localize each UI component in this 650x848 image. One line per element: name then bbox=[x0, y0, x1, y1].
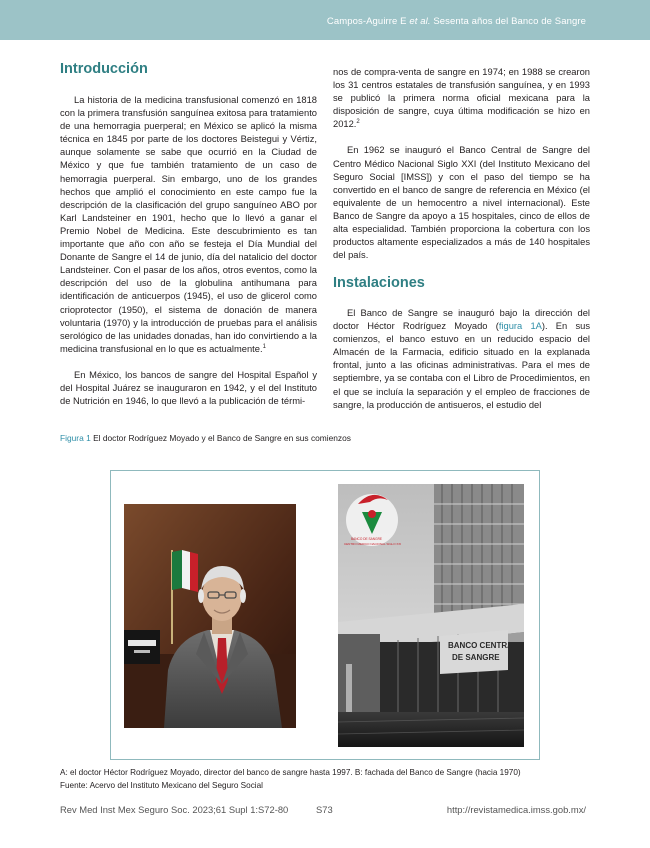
figure-caption bbox=[60, 433, 351, 443]
instalaciones-paragraph-1 bbox=[333, 307, 590, 412]
footer-page-number: S73 bbox=[316, 804, 333, 815]
figure-caption-text: El doctor Rodríguez Moyado y el Banco de Sangre en sus comienzos bbox=[93, 433, 351, 443]
logo-text-2: CENTRO MEDICO NACIONAL SIGLO XXI bbox=[344, 542, 402, 546]
header-authors: Campos-Aguirre E bbox=[326, 16, 407, 27]
ref-sup-1: 1 bbox=[262, 343, 266, 350]
ref-sup-2: 2 bbox=[356, 119, 360, 126]
logo-text-1: BANCO DE SANGRE bbox=[351, 537, 382, 541]
header-etal: et al. bbox=[409, 16, 431, 27]
figure-1a-link[interactable]: figura 1A bbox=[498, 321, 542, 332]
inst-text-a: El Banco de Sangre se inauguró bajo la dirección del doctor Héctor Rodríguez Moyado ( bbox=[333, 308, 590, 332]
footer-url-link[interactable]: http://revistamedica.imss.gob.mx/ bbox=[446, 804, 586, 815]
intro-paragraph-1 bbox=[60, 94, 317, 356]
photo-building bbox=[338, 484, 524, 747]
figure-label: Figura 1 bbox=[60, 433, 91, 443]
intro-p3-text: nos de compra-venta de sangre en 1974; en 1988 se crearon los 31 centros estatales de transfusión sanguínea, y en 1993 se publicó la primera norma oficial mexicana para la disposición de sangre, cuya última modificación se hizo en 2012. bbox=[333, 67, 590, 130]
figure-note: A: el doctor Héctor Rodríguez Moyado, director del banco de sangre hasta 1997. B: fachada del Banco de Sangre (hacia 1970) bbox=[60, 768, 521, 777]
header-title: Sesenta años del Banco de Sangre bbox=[433, 16, 586, 27]
intro-paragraph-3 bbox=[333, 66, 590, 131]
building-sign-line-1: BANCO CENTRAL bbox=[448, 641, 518, 650]
instalaciones-title: Instalaciones bbox=[333, 275, 425, 291]
running-header bbox=[327, 16, 586, 27]
left-column bbox=[60, 94, 317, 408]
right-column bbox=[333, 66, 590, 262]
photo-doctor bbox=[124, 504, 296, 728]
intro-paragraph-4: En 1962 se inauguró el Banco Central de Sangre del Centro Médico Nacional Siglo XXI (del Instituto Mexicano del Seguro Social [IMSS]) y con el paso del tiempo se ha convertido en el banco de sangre de referencia en México (el equivalente de un hemocentro a nivel internacional). Este Banco de Sangre da apoyo a 15 hospitales, cinco de ellos de alta especialidad. También proporciona la cobertura con los productos altamente especializados a más de 140 hospitales del país. bbox=[333, 145, 590, 261]
instalaciones-column bbox=[333, 307, 590, 412]
figure-source: Fuente: Acervo del Instituto Mexicano del Seguro Social bbox=[60, 781, 263, 790]
intro-title: Introducción bbox=[60, 61, 148, 77]
building-sign-line-2: DE SANGRE bbox=[452, 653, 500, 662]
inst-text-b: ). En sus comienzos, el banco estuvo en un reducido espacio del Almacén de la Farmacia, edificio situado en la explanada frontal, junto a las oficinas administrativas. Para el mes de septiembre, ya se contaba con el Libro de Procedimientos, en el que se incluía la separación y el empleo de fracciones de sangre, la producción de antisueros, el estudio del bbox=[333, 321, 590, 410]
intro-p1-text: La historia de la medicina transfusional comenzó en 1818 con la primera transfusión sanguínea exitosa para tratamiento de una hemorragia puerperal; en México se aplicó la misma técnica en 1845 por parte de los doctores Beistegui y Vértiz, aunque solamente se sabe que ocurrió en la Ciudad de México y que fue también tratamiento de un caso de hemorragia puerperal. Sin embargo, uno de los grandes hechos que amplió el conocimiento en este campo fue la descripción de la clasificación del grupo sanguíneo ABO por Karl Landsteiner en 1901, hecho que lo llevó a ganar el Premio Nobel de Medicina. Este descubrimiento es tan importante que año con año se festeja el Día Mundial del Donante de Sangre el 14 de junio, día del natalicio del doctor Landsteiner. Con el pasar de los años, otros eventos, como la descripción del uso de la globulina antihumana para identificación de anticuerpos (1945), el uso de glicerol como crioprotector (1950), el sistema de donación de manera voluntaria (1970) y la introducción de pruebas para el análisis serológico de las unidades donadas, han ido convirtiendo a la medicina transfusional en lo que es actualmente. bbox=[60, 95, 317, 354]
footer-journal: Rev Med Inst Mex Seguro Soc. 2023;61 Supl 1:S72-80 bbox=[60, 804, 289, 815]
intro-paragraph-2: En México, los bancos de sangre del Hospital Español y del Hospital Juárez se inauguraron en 1942, y el del Instituto de Nutrición en 1946, lo que llevó a la publicación de térmi- bbox=[60, 369, 317, 407]
